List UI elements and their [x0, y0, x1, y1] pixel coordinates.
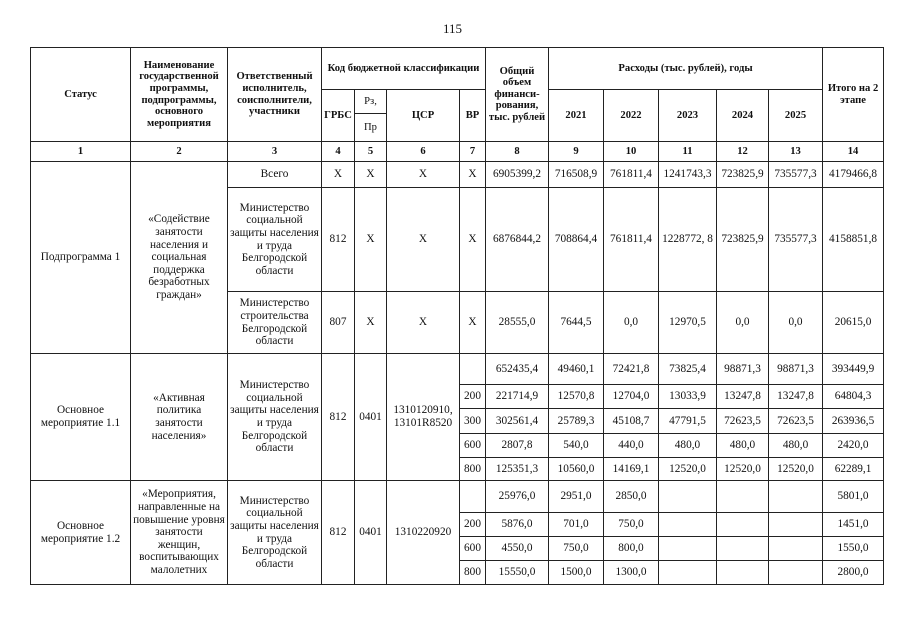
header-year-2022: 2022 [604, 90, 659, 142]
year-2025-cell [769, 481, 823, 513]
header-executor: Ответственный исполнитель, соисполнители, участники [228, 48, 322, 142]
csr-cell: X [387, 162, 460, 188]
year-2021-cell: 25789,3 [549, 409, 604, 434]
total-cell: 6905399,2 [486, 162, 549, 188]
rz-cell: X [355, 188, 387, 292]
program-name-cell: «Активная политика занятости населения» [131, 354, 228, 481]
year-2024-cell: 98871,3 [717, 354, 769, 385]
vr-cell [460, 354, 486, 385]
vr-cell: 600 [460, 434, 486, 458]
total-cell: 28555,0 [486, 292, 549, 354]
year-2021-cell: 708864,4 [549, 188, 604, 292]
stage-total-cell: 5801,0 [823, 481, 884, 513]
vr-cell: 200 [460, 385, 486, 409]
year-2022-cell: 750,0 [604, 513, 659, 537]
year-2023-cell [659, 513, 717, 537]
year-2022-cell: 0,0 [604, 292, 659, 354]
year-2025-cell: 735577,3 [769, 162, 823, 188]
grbs-cell: 812 [322, 354, 355, 481]
header-grbs: ГРБС [322, 90, 355, 142]
year-2025-cell [769, 537, 823, 561]
year-2025-cell: 72623,5 [769, 409, 823, 434]
year-2025-cell [769, 561, 823, 585]
year-2021-cell: 7644,5 [549, 292, 604, 354]
stage-total-cell: 2800,0 [823, 561, 884, 585]
year-2025-cell: 480,0 [769, 434, 823, 458]
rz-cell: 0401 [355, 481, 387, 585]
header-stage-total: Итого на 2 этапе [823, 48, 884, 142]
year-2021-cell: 12570,8 [549, 385, 604, 409]
year-2024-cell [717, 481, 769, 513]
year-2024-cell [717, 561, 769, 585]
status-cell: Основное мероприятие 1.1 [31, 354, 131, 481]
year-2023-cell: 1228772, 8 [659, 188, 717, 292]
year-2023-cell [659, 481, 717, 513]
header-csr: ЦСР [387, 90, 460, 142]
rz-cell: 0401 [355, 354, 387, 481]
header-year-2023: 2023 [659, 90, 717, 142]
header-total-funding: Общий объем финанси-рования, тыс. рублей [486, 48, 549, 142]
col-number: 9 [549, 142, 604, 162]
executor-cell: Министерство социальной защиты населения и труда Белгородской области [228, 481, 322, 585]
col-number: 12 [717, 142, 769, 162]
stage-total-cell: 62289,1 [823, 458, 884, 481]
year-2025-cell: 735577,3 [769, 188, 823, 292]
year-2023-cell: 47791,5 [659, 409, 717, 434]
vr-cell: 200 [460, 513, 486, 537]
program-name-cell: «Содействие занятости населения и социальная поддержка безработных граждан» [131, 162, 228, 354]
year-2021-cell: 49460,1 [549, 354, 604, 385]
year-2021-cell: 1500,0 [549, 561, 604, 585]
header-year-2024: 2024 [717, 90, 769, 142]
year-2025-cell: 12520,0 [769, 458, 823, 481]
vr-cell: 800 [460, 458, 486, 481]
year-2025-cell: 13247,8 [769, 385, 823, 409]
col-number: 1 [31, 142, 131, 162]
vr-cell [460, 481, 486, 513]
table-row [31, 481, 884, 513]
rz-cell: X [355, 162, 387, 188]
col-number: 10 [604, 142, 659, 162]
year-2022-cell: 45108,7 [604, 409, 659, 434]
year-2023-cell [659, 561, 717, 585]
status-cell: Основное мероприятие 1.2 [31, 481, 131, 585]
col-number: 7 [460, 142, 486, 162]
year-2022-cell: 12704,0 [604, 385, 659, 409]
year-2023-cell: 12970,5 [659, 292, 717, 354]
year-2021-cell: 701,0 [549, 513, 604, 537]
year-2023-cell: 73825,4 [659, 354, 717, 385]
col-number: 5 [355, 142, 387, 162]
year-2022-cell: 761811,4 [604, 188, 659, 292]
col-number: 8 [486, 142, 549, 162]
total-cell: 221714,9 [486, 385, 549, 409]
vr-cell: 600 [460, 537, 486, 561]
budget-table [30, 47, 884, 585]
table-row [31, 354, 884, 385]
executor-cell: Всего [228, 162, 322, 188]
year-2021-cell: 750,0 [549, 537, 604, 561]
executor-cell: Министерство строительства Белгородской области [228, 292, 322, 354]
stage-total-cell: 1550,0 [823, 537, 884, 561]
year-2024-cell: 72623,5 [717, 409, 769, 434]
executor-cell: Министерство социальной защиты населения и труда Белгородской области [228, 354, 322, 481]
header-name: Наименование государственной программы, подпрограммы, основного мероприятия [131, 48, 228, 142]
grbs-cell: 807 [322, 292, 355, 354]
year-2023-cell: 480,0 [659, 434, 717, 458]
year-2024-cell: 723825,9 [717, 188, 769, 292]
col-number: 4 [322, 142, 355, 162]
year-2024-cell: 13247,8 [717, 385, 769, 409]
stage-total-cell: 20615,0 [823, 292, 884, 354]
csr-cell: 1310120910, 13101R8520 [387, 354, 460, 481]
header-rz: Рз, [355, 90, 387, 114]
col-number: 2 [131, 142, 228, 162]
vr-cell: 300 [460, 409, 486, 434]
grbs-cell: 812 [322, 188, 355, 292]
year-2024-cell [717, 513, 769, 537]
csr-cell: X [387, 292, 460, 354]
vr-cell: X [460, 162, 486, 188]
header-expenses: Расходы (тыс. рублей), годы [549, 48, 823, 90]
total-cell: 302561,4 [486, 409, 549, 434]
grbs-cell: 812 [322, 481, 355, 585]
header-year-2025: 2025 [769, 90, 823, 142]
csr-cell: 1310220920 [387, 481, 460, 585]
year-2023-cell: 13033,9 [659, 385, 717, 409]
header-budget-code: Код бюджетной классификации [322, 48, 486, 90]
csr-cell: X [387, 188, 460, 292]
col-number: 13 [769, 142, 823, 162]
year-2024-cell: 480,0 [717, 434, 769, 458]
year-2024-cell: 12520,0 [717, 458, 769, 481]
stage-total-cell: 64804,3 [823, 385, 884, 409]
year-2022-cell: 440,0 [604, 434, 659, 458]
stage-total-cell: 1451,0 [823, 513, 884, 537]
header-vr: ВР [460, 90, 486, 142]
year-2021-cell: 10560,0 [549, 458, 604, 481]
header-pr: Пр [355, 114, 387, 142]
year-2025-cell: 98871,3 [769, 354, 823, 385]
year-2022-cell: 14169,1 [604, 458, 659, 481]
year-2023-cell: 12520,0 [659, 458, 717, 481]
table-row [31, 162, 884, 188]
header-year-2021: 2021 [549, 90, 604, 142]
col-number: 3 [228, 142, 322, 162]
stage-total-cell: 263936,5 [823, 409, 884, 434]
stage-total-cell: 4179466,8 [823, 162, 884, 188]
status-cell: Подпрограмма 1 [31, 162, 131, 354]
header-status: Статус [31, 48, 131, 142]
vr-cell: X [460, 292, 486, 354]
year-2022-cell: 761811,4 [604, 162, 659, 188]
stage-total-cell: 4158851,8 [823, 188, 884, 292]
year-2023-cell: 1241743,3 [659, 162, 717, 188]
year-2022-cell: 72421,8 [604, 354, 659, 385]
col-number: 14 [823, 142, 884, 162]
year-2021-cell: 716508,9 [549, 162, 604, 188]
page-number: 115 [442, 21, 463, 36]
vr-cell: 800 [460, 561, 486, 585]
year-2022-cell: 2850,0 [604, 481, 659, 513]
stage-total-cell: 393449,9 [823, 354, 884, 385]
total-cell: 652435,4 [486, 354, 549, 385]
total-cell: 6876844,2 [486, 188, 549, 292]
grbs-cell: X [322, 162, 355, 188]
year-2024-cell: 0,0 [717, 292, 769, 354]
rz-cell: X [355, 292, 387, 354]
total-cell: 25976,0 [486, 481, 549, 513]
year-2021-cell: 2951,0 [549, 481, 604, 513]
vr-cell: X [460, 188, 486, 292]
year-2024-cell [717, 537, 769, 561]
col-number: 6 [387, 142, 460, 162]
total-cell: 15550,0 [486, 561, 549, 585]
year-2023-cell [659, 537, 717, 561]
year-2021-cell: 540,0 [549, 434, 604, 458]
program-name-cell: «Мероприятия, направленные на повышение уровня занятости женщин, воспитывающих малолетних [131, 481, 228, 585]
total-cell: 5876,0 [486, 513, 549, 537]
year-2022-cell: 1300,0 [604, 561, 659, 585]
total-cell: 4550,0 [486, 537, 549, 561]
col-number: 11 [659, 142, 717, 162]
year-2025-cell: 0,0 [769, 292, 823, 354]
column-number-row [31, 142, 884, 162]
year-2024-cell: 723825,9 [717, 162, 769, 188]
year-2022-cell: 800,0 [604, 537, 659, 561]
total-cell: 125351,3 [486, 458, 549, 481]
executor-cell: Министерство социальной защиты населения и труда Белгородской области [228, 188, 322, 292]
stage-total-cell: 2420,0 [823, 434, 884, 458]
year-2025-cell [769, 513, 823, 537]
total-cell: 2807,8 [486, 434, 549, 458]
